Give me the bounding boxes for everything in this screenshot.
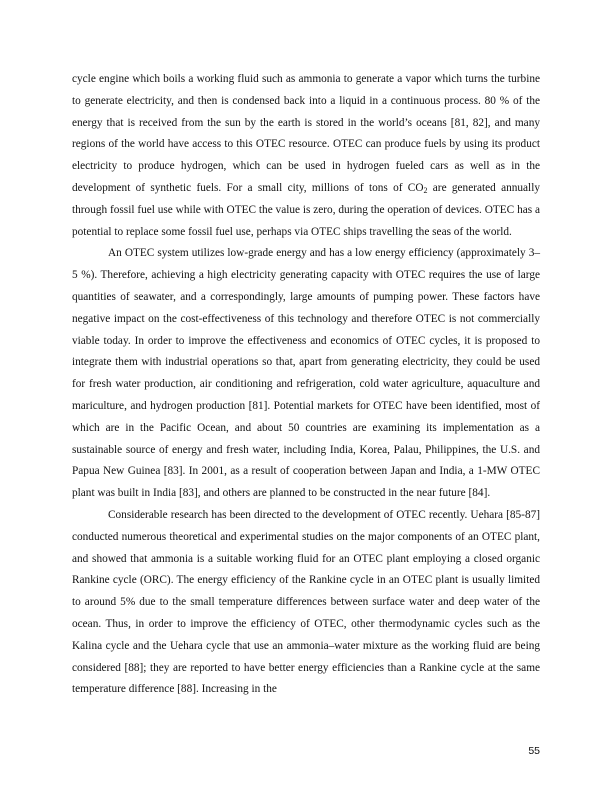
paragraph-1 — [72, 69, 540, 243]
paragraph-1-text-a: cycle engine which boils a working fluid such as ammonia to generate a vapor which turns the turbine to generate electricity, and then is condensed back into a liquid in a continuous process. 80 % of the energy that is received from the sun by the earth is stored in the world’s oceans [81, 82], and many regions of the world have access to this OTEC resource. OTEC can produce fuels by using its product electricity to produce hydrogen, which can be used in hydrogen fueled cars as well as in the development of synthetic fuels. For a small city, millions of tons of CO — [72, 73, 540, 194]
paragraph-3: Considerable research has been directed to the development of OTEC recently. Uehara [85-87] conducted numerous theoretical and experimental studies on the major components of an OTEC plant, and showed that ammonia is a suitable working fluid for an OTEC plant employing a closed organic Rankine cycle (ORC). The energy efficiency of the Rankine cycle in an OTEC plant is usually limited to around 5% due to the small temperature differences between surface water and deep water of the ocean. Thus, in order to improve the efficiency of OTEC, other thermodynamic cycles such as the Kalina cycle and the Uehara cycle that use an ammonia–water mixture as the working fluid are being considered [88]; they are reported to have better energy efficiencies than a Rankine cycle at the same temperature difference [88]. Increasing in the — [72, 508, 540, 696]
paragraph-1-text-b: are generated annually through fossil fuel use while with OTEC the value is zero, during the operation of devices. OTEC has a potential to replace some fossil fuel use, perhaps via OTEC ships travelling the seas of the world. — [72, 181, 540, 238]
co2-subscript: 2 — [423, 185, 428, 195]
page-body-text — [72, 69, 540, 701]
page-number: 55 — [528, 745, 540, 757]
paragraph-2: An OTEC system utilizes low-grade energy and has a low energy efficiency (approximately 3–5 %). Therefore, achieving a high electricity generating capacity with OTEC requires the use of large quantities of seawater, and a correspondingly, large amounts of pumping power. These factors have negative impact on the cost-effectiveness of this technology and therefore OTEC is not commercially viable today. In order to improve the effectiveness and economics of OTEC cycles, it is proposed to integrate them with industrial operations so that, apart from generating electricity, they could be used for fresh water production, air conditioning and refrigeration, cold water agriculture, aquaculture and mariculture, and hydrogen production [81]. Potential markets for OTEC have been identified, most of which are in the Pacific Ocean, and about 50 countries are examining its implementation as a sustainable source of energy and fresh water, including India, Korea, Palau, Philippines, the U.S. and Papua New Guinea [83]. In 2001, as a result of cooperation between Japan and India, a 1-MW OTEC plant was built in India [83], and others are planned to be constructed in the near future [84]. — [72, 247, 540, 500]
